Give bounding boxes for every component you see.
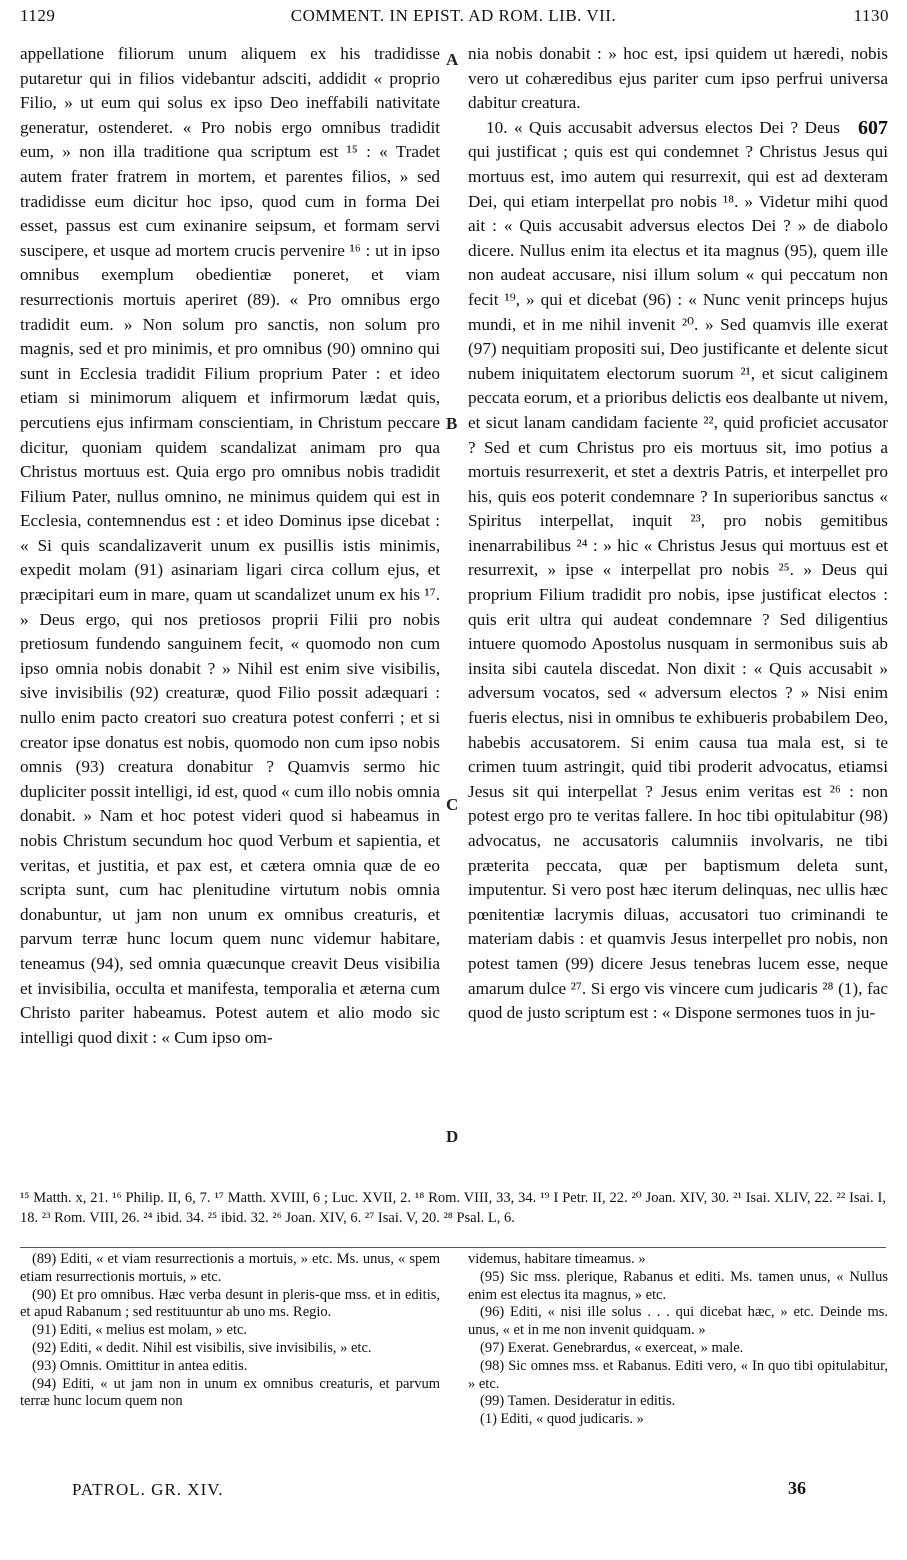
page-number-left: 1129: [20, 6, 56, 25]
note: (94) Editi, « ut jam non in unum ex omnibus creaturis, et parvum terræ hunc locum quem non: [20, 1375, 440, 1410]
column-number-marker: 607: [858, 116, 888, 139]
right-column: [468, 42, 888, 1026]
volume-signature: PATROL. GR. XIV.: [72, 1480, 224, 1499]
margin-letter-d: D: [446, 1127, 459, 1146]
note: (92) Editi, « dedit. Nihil est visibilis, sive invisibilis, » etc.: [32, 1339, 372, 1356]
signature-number: 36: [788, 1478, 806, 1498]
note: (1) Editi, « quod judicaris. »: [480, 1411, 644, 1428]
note: (98) Sic omnes mss. et Rabanus. Editi vero, « In quo tibi opitulabitur, » etc.: [468, 1357, 888, 1392]
page-number-right: 1130: [853, 6, 889, 25]
right-column-para-1: nia nobis donabit : » hoc est, ipsi quidem ut hæredi, nobis vero ut cohæredibus ejus pariter cum ipso perfrui universa dabitur creatura.: [468, 44, 888, 113]
running-title: COMMENT. IN EPIST. AD ROM. LIB. VII.: [290, 6, 617, 25]
note: (95) Sic mss. plerique, Rabanus et editi. Ms. tamen unus, « Nullus enim est electus ita magnus, » etc.: [468, 1268, 888, 1303]
right-column-para-2-rest: Christus Jesus qui mortuus est, imo autem qui resurrexit, qui est ad dexteram Dei, qui etiam interpellat pro nobis ¹⁸. » Videtur mihi quod ait : « Quis accusabit adversus electos Dei ? » de diabolo dicere. Nullus enim ita electus et ita magnus (95), quem ille non audeat accusare, nisi illum solum « qui peccatum non fecit ¹⁹, » qui et dicebat (96) : « Nunc venit princeps hujus mundi, et in me nihil invenit ²⁰. » Sed quamvis ille exerat (97) nequitiam propositi sui, Deo justificante et delente sicut nubem iniquitatem electorum suorum ²¹, et sicut caliginem peccata eorum, et a prioribus delictis eos dealbante ut nivem, et sicut lanam candidam faciente ²², quid proficiet accusator ? Sed et cum Christus pro eis mortuus sit, imo potius a mortuis resurrexerit, et stet a dextris Patris, et interpellet pro his, quis eos poterit condemnare ? In superioribus sanctus « Spiritus interpellat, inquit ²³, pro nobis gemitibus inenarrabilibus ²⁴ : » hic « Christus Jesus qui mortuus est et resurrexit, » ipse « interpellat pro nobis ²⁵. » Deus qui proprium Filium tradidit pro nobis, ipse justificat electos : quis erit ultra qui audeat condemnare ? Sed diligentius intuere quomodo Apostolus nusquam in sermonibus suis ab insita sibi cautela discedat. Non dixit : « Quis accusabit » adversum vocatos, sed « adversum electos ? » Nisi enim fueris electus, nisi in omnibus te exhibueris probabilem Deo, habebis accusatorem. Si enim causa tua mala est, si te crimen tuum astringit, quid tibi proderit advocatus, etiamsi Jesus sit qui interpellat ? Jesus enim veritas est ²⁶ : non potest ergo pro te veritas fallere. In hoc tibi opitulabitur (98) advocatus, ne accusatoris calumniis involvaris, ne tibi præterita peccata, quæ per baptismum deleta sunt, imputentur. Si vero post hæc iterum delinquas, nec ullis hæc pœnitentiæ lacrymis diluas, accusatori tuo criminandi te materiam dabis : et quamvis Jesus interpellet pro nobis, non potest tamen (99) dicere Jesus tenebras lucem esse, neque amarum dulce ²⁷. Si ergo vis vincere cum judicaris ²⁸ (1), fac quod de justo scriptum est : « Dispone sermones tuos in ju-: [468, 142, 889, 1023]
editorial-notes-right: [468, 1251, 888, 1429]
scripture-references: ¹⁵ Matth. x, 21. ¹⁶ Philip. II, 6, 7. ¹⁷ Matth. XVIII, 6 ; Luc. XVII, 2. ¹⁸ Rom. VIII, 33, 34. ¹⁹ I Petr. II, 22. ²⁰ Joan. XIV, 30. ²¹ Isai. XLIV, 22. ²² Isai. I, 18. ²³ Rom. VIII, 26. ²⁴ ibid. 34. ²⁵ ibid. 32. ²⁶ Joan. XIV, 6. ²⁷ Isai. V, 20. ²⁸ Psal. L, 6.: [20, 1190, 886, 1226]
note: (97) Exerat. Genebrardus, « exerceat, » male.: [480, 1339, 744, 1356]
right-column-para-2: [468, 116, 888, 1026]
note: (93) Omnis. Omittitur in antea editis.: [32, 1357, 248, 1374]
note: (90) Et pro omnibus. Hæc verba desunt in pleris-que mss. et in editis, et apud Rabanum ; sed restituuntur ab uno ms. Regio.: [20, 1286, 440, 1321]
margin-letter-a: A: [446, 50, 459, 69]
margin-letter-b: B: [446, 414, 458, 433]
note: videmus, habitare timeamus. »: [468, 1251, 646, 1267]
footnote-divider: [20, 1247, 886, 1248]
note: (99) Tamen. Desideratur in editis.: [480, 1393, 676, 1410]
right-column-para-2-start: 10. « Quis accusabit adversus electos Dei ? Deus qui justificat ; quis est qui condemnet ?: [468, 117, 840, 162]
margin-letter-c: C: [446, 795, 459, 814]
note: (96) Editi, « nisi ille solus . . . qui dicebat hæc, » etc. Deinde ms. unus, « et in me non invenit quidquam. »: [468, 1304, 888, 1339]
note: (89) Editi, « et viam resurrectionis a mortuis, » etc. Ms. unus, « spem etiam resurrectionis mortuis, » etc.: [20, 1251, 440, 1285]
left-column-text: appellatione filiorum unum aliquem ex his tradidisse putaretur qui in filios videbantur adsciti, addidit « proprio Filio, » ut eum qui solus ex ipso Deo ineffabili nativitate generatur, ostenderet. « Pro nobis ergo omnibus tradidit eum, » non illa traditione qua scriptum est ¹⁵ : « Tradet autem frater fratrem in mortem, et parentes filios, » sed tradidisse eum dicitur hoc ipso, quod cum in forma Dei esset, passus est cum exinanire seipsum, et formam servi suscipere, et usque ad mortem crucis pervenire ¹⁶ : ut in ipso omnibus exemplum obedientiæ poneret, et viam resurrectionis mortuis aperiret (89). « Pro omnibus ergo tradidit eum. » Non solum pro sanctis, non solum pro magnis, sed et pro minimis, et pro omnibus (90) omnino qui sunt in Ecclesia tradidit Filium proprium Pater : et ideo etiam si minimorum aliquem et infirmorum lædat quis, percutiens ejus infirmam conscientiam, in Christum peccare dicitur, quoniam quidem scandalizat animam pro qua Christus mortuus est. Quia ergo pro omnibus nobis tradidit Filium Pater, nullus omnino, ne minimus quidem qui est in Ecclesia, contemnendus est : et ideo Dominus ipse dicebat : « Si quis scandalizaverit unum ex pusillis istis minimis, expedit molam (91) asinariam ligari circa collum ejus, et præcipitari eum in mare, quam ut scandalizet unum ex his ¹⁷. » Deus ergo, qui nos pretiosos proprii Filii pro nobis pretiosum fundendo sanguinem fecit, « quomodo non cum ipso omnia nobis donabit ? » Nihil est enim sive visibilis, sive invisibilis (92) creaturæ, quod Filio possit adæquari : nullo enim pacto creatori suo creatura potest conferri ; et si creator ipse donatus est nobis, quomodo non cum ipso nobis omnis (93) creatura donabitur ? Quamvis sermo hic dupliciter possit intelligi, id est, quod « cum illo nobis omnia donabit. » Nam et hoc potest videri quod si habeamus in nobis Christum secundum hoc quod Verbum et sapientia, et veritas, et justitia, et pax est, et cætera omnia quæ de eo scripta sunt, cum hac plenitudine virtutum nobis omnia donabuntur, ut jam non unum ex omnibus creaturis, et parvum terræ hunc locum quem nunc videmur habitare, teneamus (94), sed omnia quæcunque creavit Deus visibilia et invisibilia, occulta et manifesta, temporalia et æterna cum Christo pariter habeamus. Potest autem et alio modo sic intelligi quod dixit : « Cum ipso om-: [20, 44, 440, 1047]
left-column: [20, 42, 440, 1050]
note: (91) Editi, « melius est molam, » etc.: [32, 1322, 248, 1339]
editorial-notes-left: [20, 1251, 440, 1411]
